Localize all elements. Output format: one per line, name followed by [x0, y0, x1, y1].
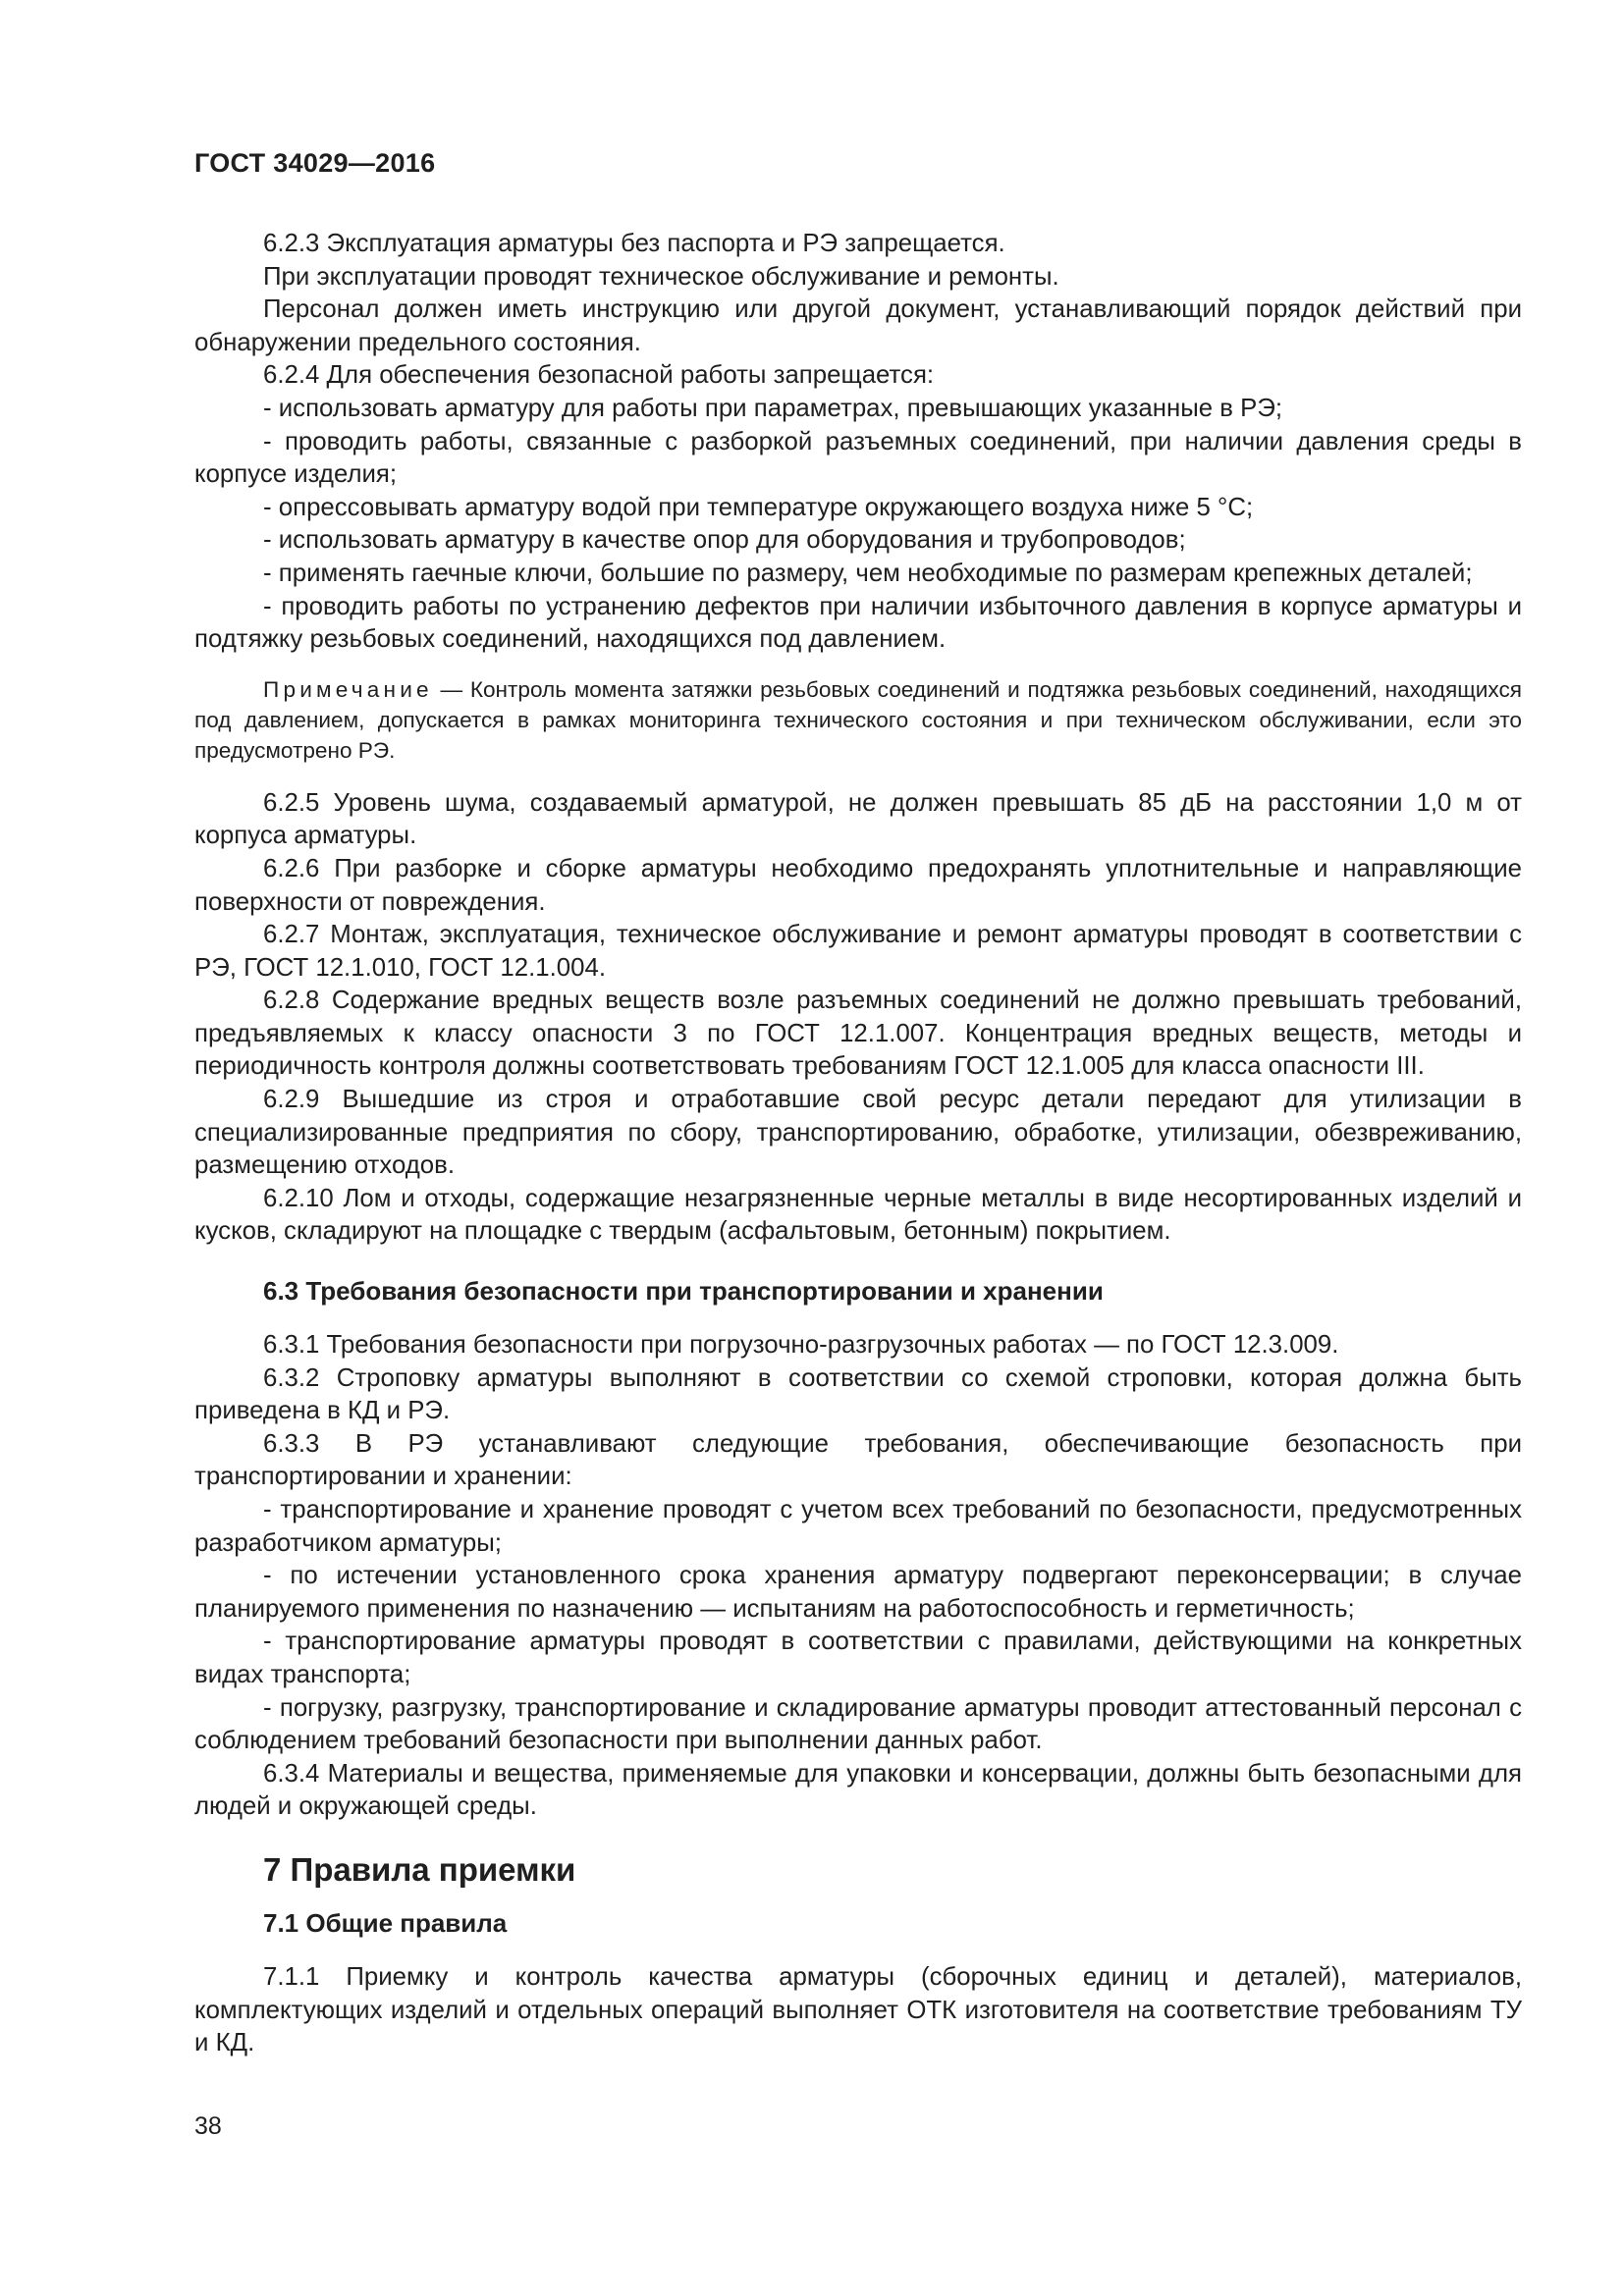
note-label: Примечание [263, 676, 433, 702]
clause-6-2-10: 6.2.10 Лом и отходы, содержащие незагрязненные черные металлы в виде несортированных изделий и кусков, складируют на площадке с твердым (асфальтовым, бетонным) покрытием. [194, 1184, 1522, 1246]
clause-6-2-4: 6.2.4 Для обеспечения безопасной работы запрещается: [263, 361, 935, 390]
transport-item: - транспортирование арматуры проводят в соответствии с правилами, действующими на конкретных видах транспорта; [194, 1628, 1522, 1688]
clause-6-2-6: 6.2.6 При разборке и сборке арматуры необходимо предохранять уплотнительные и направляющие поверхности от повреждения. [194, 854, 1522, 916]
clause-6-2-5: 6.2.5 Уровень шума, создаваемый арматурой, не должен превышать 85 дБ на расстоянии 1,0 м от корпуса арматуры. [194, 788, 1522, 850]
note-text: — Контроль момента затяжки резьбовых соединений и подтяжка резьбовых соединений, находящихся под давлением, допускается в рамках мониторинга технического состояния и при техническом обслуживании, если это предусмотрено РЭ. [194, 676, 1522, 763]
clause-6-3-2: 6.3.2 Строповку арматуры выполняют в соответствии со схемой строповки, которая должна быть приведена в КД и РЭ. [194, 1363, 1522, 1425]
clause-6-3-3: 6.3.3 В РЭ устанавливают следующие требования, обеспечивающие безопасность при транспортировании и хранении: [194, 1429, 1522, 1491]
clause-7-1-1: 7.1.1 Приемку и контроль качества арматуры (сборочных единиц и деталей), материалов, комплектующих изделий и отдельных операций выполняет ОТК изготовителя на соответствие требованиям ТУ и КД. [194, 1962, 1522, 2057]
prohibited-item: - применять гаечные ключи, большие по размеру, чем необходимые по размерам крепежных деталей; [263, 559, 1473, 587]
standard-header: ГОСТ 34029—2016 [194, 148, 436, 178]
prohibited-item: - использовать арматуру для работы при параметрах, превышающих указанные в РЭ; [263, 394, 1283, 422]
clause-6-3-1: 6.3.1 Требования безопасности при погрузочно-разгрузочных работах — по ГОСТ 12.3.009. [263, 1331, 1339, 1360]
note [194, 674, 1522, 766]
section-heading-7: 7 Правила приемки [263, 1850, 576, 1888]
paragraph-maintenance: При эксплуатации проводят техническое обслуживание и ремонты. [263, 262, 1059, 291]
clause-6-2-3: 6.2.3 Эксплуатация арматуры без паспорта и РЭ запрещается. [263, 230, 1005, 257]
paragraph-personnel: Персонал должен иметь инструкцию или другой документ, устанавливающий порядок действий при обнаружении предельного состояния. [194, 295, 1522, 356]
transport-item: - по истечении установленного срока хранения арматуру подвергают переконсервации; в случае планируемого применения по назначению — испытаниям на работоспособность и герметичность; [194, 1562, 1522, 1623]
prohibited-item: - проводить работы по устранению дефектов при наличии избыточного давления в корпусе арматуры и подтяжку резьбовых соединений, находящихся под давлением. [194, 592, 1522, 654]
transport-item: - погрузку, разгрузку, транспортирование и складирование арматуры проводит аттестованный персонал с соблюдением требований безопасности при выполнении данных работ. [194, 1693, 1522, 1755]
clause-6-3-4: 6.3.4 Материалы и вещества, применяемые для упаковки и консервации, должны быть безопасными для людей и окружающей среды. [194, 1759, 1522, 1821]
subsection-heading-7-1: 7.1 Общие правила [263, 1907, 508, 1938]
prohibited-item: - проводить работы, связанные с разборкой разъемных соединений, при наличии давления среды в корпусе изделия; [194, 427, 1522, 489]
page-number: 38 [194, 2112, 222, 2140]
prohibited-item: - опрессовывать арматуру водой при температуре окружающего воздуха ниже 5 °С; [263, 493, 1254, 521]
subsection-heading-6-3: 6.3 Требования безопасности при транспортировании и хранении [263, 1276, 1104, 1307]
clause-6-2-8: 6.2.8 Содержание вредных веществ возле разъемных соединений не должно превышать требований, предъявляемых к классу опасности 3 по ГОСТ 12.1.007. Концентрация вредных веществ, методы и периодичность контроля должны соответствовать требованиям ГОСТ 12.1.005 для класса опасности III. [194, 987, 1522, 1081]
page-content [194, 228, 1522, 2060]
prohibited-item: - использовать арматуру в качестве опор для оборудования и трубопроводов; [263, 526, 1186, 555]
clause-6-2-9: 6.2.9 Вышедшие из строя и отработавшие свой ресурс детали передают для утилизации в специализированные предприятия по сбору, транспортированию, обработке, утилизации, обезвреживанию, размещению отходов. [194, 1086, 1522, 1180]
transport-item: - транспортирование и хранение проводят с учетом всех требований по безопасности, предусмотренных разработчиком арматуры; [194, 1496, 1522, 1557]
clause-6-2-7: 6.2.7 Монтаж, эксплуатация, техническое обслуживание и ремонт арматуры проводят в соответствии с РЭ, ГОСТ 12.1.010, ГОСТ 12.1.004. [194, 921, 1522, 982]
